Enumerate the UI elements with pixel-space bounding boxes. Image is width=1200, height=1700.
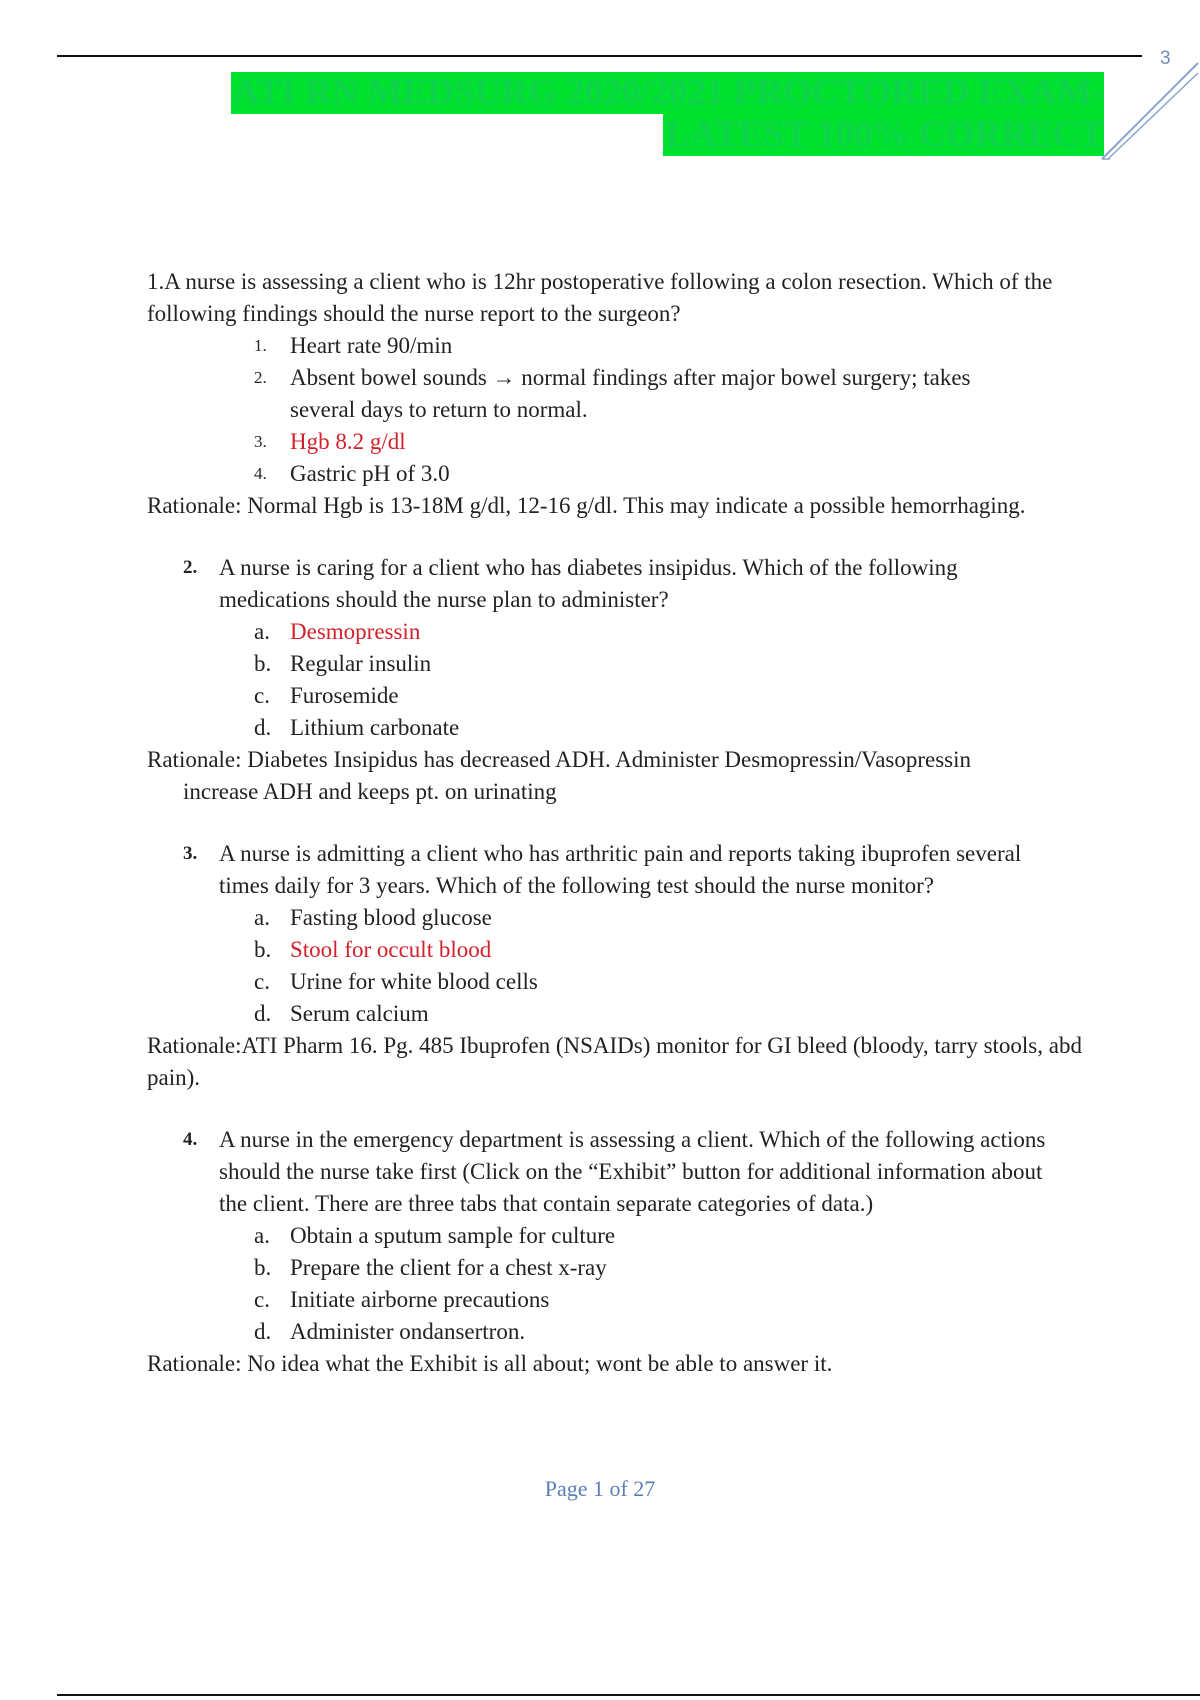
question-number: 2.	[183, 557, 198, 578]
answer-options	[147, 616, 1097, 744]
question-body: A nurse is assessing a client who is 12hr postoperative following a colon resection. Which of the following findings should the nurse report to the surgeon?	[147, 269, 1053, 326]
rationale: Rationale: Normal Hgb is 13-18M g/dl, 12-16 g/dl. This may indicate a possible hemorrhaging.	[147, 493, 1026, 518]
question-2	[147, 552, 1097, 808]
page-number: 3	[1160, 48, 1171, 69]
answer-options	[147, 330, 1097, 490]
option-b-correct: b. Stool for occult blood	[254, 937, 492, 962]
question-number: 4.	[183, 1129, 198, 1150]
option-c: c. Urine for white blood cells	[254, 969, 538, 994]
rationale: Rationale: No idea what the Exhibit is all about; wont be able to answer it.	[147, 1351, 833, 1376]
option-2: 2. Absent bowel sounds → normal findings after major bowel surgery; takes several days to return to normal.	[254, 365, 971, 422]
option-a-correct: a. Desmopressin	[254, 619, 421, 644]
corner-decoration-icon	[1100, 55, 1200, 165]
option-3-correct: 3. Hgb 8.2 g/dl	[254, 429, 406, 454]
question-number: 1.	[147, 269, 165, 294]
option-4: 4. Gastric pH of 3.0	[254, 461, 450, 486]
answer-options	[147, 902, 1097, 1030]
header-rule	[57, 55, 1142, 57]
answer-options	[147, 1220, 1097, 1348]
question-3	[147, 838, 1097, 1094]
question-text: A nurse is caring for a client who has diabetes insipidus. Which of the following medications should the nurse plan to administer?	[219, 555, 958, 612]
option-c: c. Furosemide	[254, 683, 399, 708]
option-b: b. Prepare the client for a chest x-ray	[254, 1255, 607, 1280]
rationale: Rationale:ATI Pharm 16. Pg. 485 Ibuprofen (NSAIDs) monitor for GI bleed (bloody, tarry stools, abd pain).	[147, 1033, 1082, 1090]
option-b: b. Regular insulin	[254, 651, 432, 676]
question-list	[147, 266, 1097, 1410]
question-text	[147, 266, 1097, 330]
option-1: 1. Heart rate 90/min	[254, 333, 453, 358]
option-a: a. Obtain a sputum sample for culture	[254, 1223, 616, 1248]
page-footer: Page 1 of 27	[544, 1476, 656, 1501]
document-title	[231, 72, 1104, 156]
question-1	[147, 266, 1097, 522]
option-d: d. Administer ondansertron.	[254, 1319, 526, 1344]
question-text: A nurse in the emergency department is assessing a client. Which of the following actions should the nurse take first (Click on the “Exhibit” button for additional information about the client. There are three tabs that contain separate categories of data.)	[219, 1127, 1046, 1216]
option-d: d. Serum calcium	[254, 1001, 429, 1026]
question-text: A nurse is admitting a client who has arthritic pain and reports taking ibuprofen several times daily for 3 years. Which of the following test should the nurse monitor?	[219, 841, 1022, 898]
option-d: d. Lithium carbonate	[254, 715, 460, 740]
rationale: Rationale: Diabetes Insipidus has decreased ADH. Administer Desmopressin/Vasopressin increase ADH and keeps pt. on urinating	[147, 747, 972, 804]
question-4	[147, 1124, 1097, 1380]
question-number: 3.	[183, 843, 198, 864]
option-c: c. Initiate airborne precautions	[254, 1287, 550, 1312]
option-a: a. Fasting blood glucose	[254, 905, 492, 930]
footer-rule	[57, 1694, 1200, 1696]
title-line-2: LATEST 100% CORRECT	[665, 114, 1104, 155]
title-line-1: ATI RN MEDSURG 2020/2021 PROCTORED EXAM-	[232, 72, 1104, 113]
